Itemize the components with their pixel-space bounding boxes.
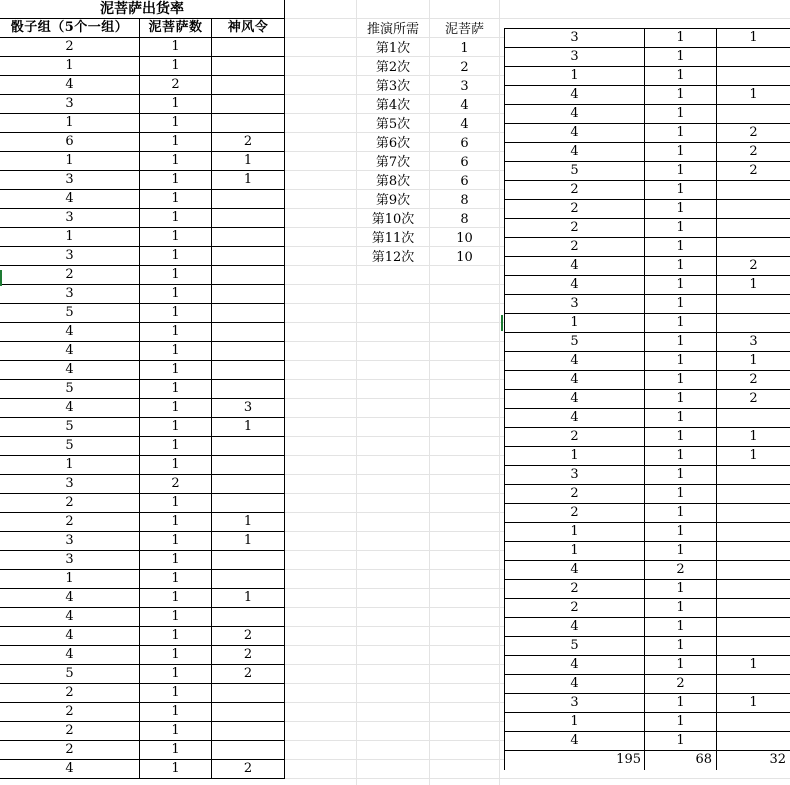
table-cell[interactable]: 1 — [645, 542, 717, 561]
table-cell[interactable]: 1 — [717, 352, 790, 371]
table-cell[interactable] — [717, 732, 790, 751]
table-cell[interactable] — [717, 48, 790, 67]
table-cell[interactable]: 4 — [505, 143, 645, 162]
table-cell[interactable]: 4 — [505, 409, 645, 428]
table-cell[interactable] — [212, 190, 285, 209]
table-cell[interactable]: 4 — [505, 656, 645, 675]
table-cell[interactable]: 1 — [212, 418, 285, 437]
table-cell[interactable]: 1 — [505, 542, 645, 561]
table-cell[interactable]: 1 — [212, 532, 285, 551]
table-cell[interactable] — [212, 703, 285, 722]
table-cell[interactable] — [717, 238, 790, 257]
table-cell[interactable] — [717, 409, 790, 428]
table-cell[interactable]: 1 — [645, 523, 717, 542]
table-cell[interactable]: 1 — [140, 95, 212, 114]
table-cell[interactable]: 4 — [505, 390, 645, 409]
table-cell[interactable]: 2 — [505, 485, 645, 504]
table-cell[interactable]: 4 — [505, 371, 645, 390]
table-cell[interactable]: 3 — [212, 399, 285, 418]
table-cell[interactable]: 3 — [505, 694, 645, 713]
table-cell[interactable]: 1 — [645, 276, 717, 295]
table-cell[interactable]: 1 — [645, 428, 717, 447]
table-cell[interactable]: 1 — [140, 418, 212, 437]
table-cell[interactable]: 1 — [140, 57, 212, 76]
table-cell[interactable] — [212, 209, 285, 228]
table-cell[interactable]: 1 — [717, 276, 790, 295]
table-cell[interactable]: 1 — [140, 589, 212, 608]
table-cell[interactable]: 10 — [456, 250, 473, 265]
table-cell[interactable]: 1 — [645, 390, 717, 409]
table-cell[interactable]: 1 — [140, 190, 212, 209]
table-cell[interactable]: 1 — [0, 456, 140, 475]
table-cell[interactable]: 2 — [0, 513, 140, 532]
table-cell[interactable]: 1 — [140, 684, 212, 703]
table-cell[interactable]: 1 — [140, 133, 212, 152]
table-cell[interactable]: 1 — [645, 656, 717, 675]
table-cell[interactable]: 1 — [140, 570, 212, 589]
table-cell[interactable]: 6 — [460, 136, 469, 151]
table-cell[interactable]: 4 — [505, 561, 645, 580]
table-cell[interactable]: 1 — [140, 722, 212, 741]
table-cell[interactable]: 4 — [0, 323, 140, 342]
table-cell[interactable]: 1 — [645, 466, 717, 485]
table-cell[interactable]: 2 — [0, 741, 140, 760]
total-cell[interactable]: 195 — [505, 751, 645, 770]
table-cell[interactable]: 1 — [645, 485, 717, 504]
table-cell[interactable]: 1 — [645, 29, 717, 48]
table-cell[interactable]: 1 — [140, 532, 212, 551]
table-cell[interactable]: 1 — [460, 41, 469, 56]
deduction-requirement-table — [357, 21, 500, 268]
table-cell[interactable]: 1 — [645, 713, 717, 732]
table-cell[interactable]: 1 — [645, 219, 717, 238]
table-cell[interactable]: 6 — [460, 155, 469, 170]
table-cell[interactable]: 5 — [0, 665, 140, 684]
table-cell[interactable]: 1 — [140, 209, 212, 228]
table-cell[interactable]: 2 — [717, 257, 790, 276]
table-cell[interactable]: 1 — [645, 618, 717, 637]
table-cell[interactable]: 2 — [505, 200, 645, 219]
table-cell[interactable]: 5 — [0, 304, 140, 323]
table-cell[interactable] — [212, 684, 285, 703]
table-cell[interactable]: 3 — [0, 171, 140, 190]
total-cell[interactable]: 32 — [717, 751, 790, 770]
table-cell[interactable] — [212, 361, 285, 380]
table-cell[interactable]: 1 — [645, 504, 717, 523]
table-cell[interactable]: 1 — [140, 551, 212, 570]
drop-rate-table-continued — [504, 28, 790, 770]
table-cell[interactable]: 3 — [0, 209, 140, 228]
table-cell[interactable]: 2 — [645, 675, 717, 694]
table-cell[interactable]: 4 — [0, 760, 140, 779]
column-header[interactable]: 泥菩萨数 — [140, 19, 212, 38]
total-cell[interactable]: 68 — [645, 751, 717, 770]
table-cell[interactable]: 1 — [645, 295, 717, 314]
table-cell[interactable]: 1 — [645, 732, 717, 751]
table-cell[interactable]: 5 — [505, 637, 645, 656]
table-cell[interactable]: 第8次 — [375, 174, 411, 189]
column-header[interactable]: 神风令 — [212, 19, 285, 38]
table-cell[interactable]: 1 — [645, 124, 717, 143]
table-cell[interactable]: 2 — [717, 371, 790, 390]
table-cell[interactable]: 1 — [645, 599, 717, 618]
table-cell[interactable]: 1 — [140, 228, 212, 247]
table-cell[interactable] — [212, 95, 285, 114]
table-cell[interactable]: 4 — [0, 342, 140, 361]
table-cell[interactable]: 1 — [140, 114, 212, 133]
table-cell[interactable]: 1 — [645, 238, 717, 257]
table-cell[interactable] — [212, 570, 285, 589]
table-cell[interactable] — [212, 741, 285, 760]
table-cell[interactable] — [717, 105, 790, 124]
table-cell[interactable]: 3 — [460, 79, 469, 94]
table-cell[interactable]: 1 — [645, 181, 717, 200]
table-cell[interactable]: 1 — [505, 713, 645, 732]
table-cell[interactable]: 6 — [0, 133, 140, 152]
table-cell[interactable] — [717, 466, 790, 485]
table-cell[interactable]: 4 — [0, 646, 140, 665]
table-cell[interactable]: 1 — [140, 608, 212, 627]
table-cell[interactable] — [212, 38, 285, 57]
table-cell[interactable]: 2 — [505, 238, 645, 257]
table-cell[interactable]: 5 — [505, 333, 645, 352]
table-cell[interactable]: 2 — [0, 722, 140, 741]
table-cell[interactable] — [717, 295, 790, 314]
table-cell[interactable]: 1 — [212, 152, 285, 171]
table-cell[interactable]: 3 — [505, 29, 645, 48]
table-cell[interactable]: 8 — [460, 212, 469, 227]
table-cell[interactable]: 1 — [645, 333, 717, 352]
table-cell[interactable] — [212, 76, 285, 95]
table-cell[interactable] — [717, 485, 790, 504]
column-header[interactable]: 骰子组（5个一组） — [0, 19, 140, 38]
table-cell[interactable]: 2 — [717, 124, 790, 143]
table-cell[interactable]: 3 — [505, 295, 645, 314]
table-cell[interactable] — [212, 247, 285, 266]
table-cell[interactable]: 1 — [645, 447, 717, 466]
table-cell[interactable]: 1 — [140, 665, 212, 684]
table-cell[interactable]: 2 — [212, 627, 285, 646]
table-cell[interactable]: 1 — [717, 656, 790, 675]
table-cell[interactable]: 1 — [717, 86, 790, 105]
table-cell[interactable]: 4 — [505, 675, 645, 694]
table-cell[interactable]: 2 — [505, 504, 645, 523]
table-cell[interactable] — [717, 504, 790, 523]
table-cell[interactable]: 1 — [645, 86, 717, 105]
table-cell[interactable]: 3 — [505, 48, 645, 67]
table-cell[interactable]: 1 — [140, 285, 212, 304]
table-cell[interactable]: 5 — [505, 162, 645, 181]
table-cell[interactable]: 4 — [505, 618, 645, 637]
drop-rate-table — [0, 0, 285, 779]
table-cell[interactable]: 1 — [140, 266, 212, 285]
table-cell[interactable] — [212, 380, 285, 399]
table-cell[interactable]: 1 — [717, 428, 790, 447]
table-cell[interactable]: 1 — [140, 741, 212, 760]
table-cell[interactable]: 1 — [505, 314, 645, 333]
table-cell[interactable]: 2 — [140, 76, 212, 95]
table-cell[interactable]: 2 — [0, 494, 140, 513]
table-cell[interactable]: 1 — [212, 513, 285, 532]
table-cell[interactable]: 4 — [0, 399, 140, 418]
table-cell[interactable] — [212, 608, 285, 627]
table-cell[interactable]: 2 — [505, 580, 645, 599]
table-cell[interactable] — [717, 713, 790, 732]
table-cell[interactable] — [717, 219, 790, 238]
table-cell[interactable]: 1 — [717, 447, 790, 466]
table-cell[interactable]: 4 — [0, 608, 140, 627]
table-cell[interactable]: 8 — [460, 193, 469, 208]
table-cell[interactable]: 1 — [0, 114, 140, 133]
table-cell[interactable]: 1 — [0, 570, 140, 589]
table-cell[interactable]: 第1次 — [375, 41, 411, 56]
table-cell[interactable]: 第9次 — [375, 193, 411, 208]
table-cell[interactable]: 2 — [460, 60, 469, 75]
table-cell[interactable]: 2 — [212, 133, 285, 152]
table-cell[interactable] — [212, 722, 285, 741]
table-cell[interactable]: 1 — [0, 228, 140, 247]
table-cell[interactable]: 2 — [212, 760, 285, 779]
table-cell[interactable]: 1 — [645, 200, 717, 219]
table-cell[interactable]: 第12次 — [371, 250, 415, 265]
table-cell[interactable]: 1 — [505, 447, 645, 466]
table-cell[interactable] — [212, 114, 285, 133]
table-cell[interactable]: 6 — [460, 174, 469, 189]
table-cell[interactable] — [717, 200, 790, 219]
table-cell[interactable]: 2 — [0, 703, 140, 722]
table-cell[interactable]: 4 — [505, 105, 645, 124]
table-cell[interactable]: 1 — [717, 694, 790, 713]
table-cell[interactable]: 1 — [645, 314, 717, 333]
table-cell[interactable]: 1 — [140, 437, 212, 456]
active-cell-marker — [501, 315, 503, 331]
table-cell[interactable]: 4 — [505, 732, 645, 751]
table-cell[interactable]: 1 — [140, 760, 212, 779]
table-cell[interactable]: 4 — [505, 86, 645, 105]
table-cell[interactable]: 1 — [645, 67, 717, 86]
table-cell[interactable]: 1 — [140, 627, 212, 646]
table-cell[interactable]: 1 — [717, 29, 790, 48]
table-cell[interactable] — [717, 561, 790, 580]
table-cell[interactable]: 1 — [645, 580, 717, 599]
table-cell[interactable] — [717, 599, 790, 618]
table-cell[interactable] — [212, 437, 285, 456]
table-cell[interactable]: 1 — [140, 247, 212, 266]
table-cell[interactable]: 1 — [140, 513, 212, 532]
table-cell[interactable]: 2 — [505, 428, 645, 447]
table-cell[interactable]: 1 — [140, 152, 212, 171]
table-cell[interactable] — [717, 637, 790, 656]
table-cell[interactable]: 1 — [212, 171, 285, 190]
table-cell[interactable] — [212, 323, 285, 342]
active-cell-marker — [0, 270, 2, 286]
table-cell[interactable]: 第4次 — [375, 98, 411, 113]
table-cell[interactable]: 1 — [0, 152, 140, 171]
table-cell[interactable]: 10 — [456, 231, 473, 246]
table-cell[interactable]: 2 — [212, 665, 285, 684]
table-cell[interactable]: 1 — [645, 105, 717, 124]
table-cell[interactable] — [212, 342, 285, 361]
table-cell[interactable]: 2 — [505, 219, 645, 238]
table-cell[interactable]: 1 — [645, 352, 717, 371]
table-title[interactable]: 泥菩萨出货率 — [0, 0, 285, 19]
table-cell[interactable]: 1 — [0, 57, 140, 76]
table-cell[interactable] — [717, 542, 790, 561]
table-cell[interactable]: 4 — [0, 589, 140, 608]
table-cell[interactable]: 1 — [140, 342, 212, 361]
table-cell[interactable]: 2 — [0, 38, 140, 57]
table-cell[interactable] — [717, 67, 790, 86]
table-cell[interactable] — [717, 675, 790, 694]
table-cell[interactable]: 3 — [0, 475, 140, 494]
table-cell[interactable] — [212, 456, 285, 475]
table-cell[interactable]: 5 — [0, 418, 140, 437]
table-cell[interactable]: 4 — [460, 98, 469, 113]
table-cell[interactable] — [212, 57, 285, 76]
table-cell[interactable]: 第2次 — [375, 60, 411, 75]
table-cell[interactable]: 4 — [505, 352, 645, 371]
table-cell[interactable]: 5 — [0, 380, 140, 399]
table-cell[interactable]: 第3次 — [375, 79, 411, 94]
table-cell[interactable]: 1 — [140, 171, 212, 190]
table-cell[interactable]: 3 — [0, 551, 140, 570]
table-cell[interactable]: 4 — [505, 276, 645, 295]
table-cell[interactable]: 1 — [645, 371, 717, 390]
table-cell[interactable]: 3 — [717, 333, 790, 352]
table-cell[interactable]: 第11次 — [371, 231, 415, 246]
table-cell[interactable]: 4 — [0, 76, 140, 95]
table-cell[interactable]: 1 — [645, 694, 717, 713]
table-cell[interactable]: 第6次 — [375, 136, 411, 151]
table-cell[interactable] — [212, 285, 285, 304]
table-cell[interactable]: 2 — [717, 162, 790, 181]
table-cell[interactable]: 1 — [140, 494, 212, 513]
table-cell[interactable]: 4 — [0, 190, 140, 209]
table-cell[interactable]: 2 — [505, 181, 645, 200]
column-header[interactable]: 推演所需 — [366, 22, 419, 37]
table-cell[interactable] — [717, 618, 790, 637]
table-cell[interactable]: 1 — [140, 703, 212, 722]
table-cell[interactable] — [717, 314, 790, 333]
table-cell[interactable]: 1 — [140, 304, 212, 323]
table-cell[interactable]: 第10次 — [371, 212, 415, 227]
table-cell[interactable]: 1 — [140, 38, 212, 57]
column-header[interactable]: 泥菩萨 — [444, 22, 484, 37]
table-cell[interactable]: 1 — [140, 323, 212, 342]
table-cell[interactable]: 1 — [645, 257, 717, 276]
table-cell[interactable]: 2 — [717, 390, 790, 409]
table-cell[interactable]: 2 — [505, 599, 645, 618]
table-cell[interactable]: 3 — [0, 532, 140, 551]
table-cell[interactable]: 4 — [505, 124, 645, 143]
table-cell[interactable]: 4 — [460, 117, 469, 132]
table-cell[interactable] — [717, 181, 790, 200]
table-cell[interactable]: 2 — [645, 561, 717, 580]
table-cell[interactable]: 1 — [140, 646, 212, 665]
table-cell[interactable]: 1 — [505, 523, 645, 542]
table-cell[interactable]: 2 — [140, 475, 212, 494]
table-cell[interactable]: 1 — [140, 380, 212, 399]
table-cell[interactable]: 4 — [505, 257, 645, 276]
table-cell[interactable]: 3 — [0, 285, 140, 304]
table-cell[interactable]: 4 — [0, 361, 140, 380]
table-cell[interactable] — [212, 266, 285, 285]
table-cell[interactable]: 第7次 — [375, 155, 411, 170]
table-cell[interactable] — [212, 494, 285, 513]
table-cell[interactable]: 2 — [0, 266, 140, 285]
table-cell[interactable]: 2 — [717, 143, 790, 162]
table-cell[interactable]: 5 — [0, 437, 140, 456]
table-cell[interactable]: 第5次 — [375, 117, 411, 132]
table-cell[interactable] — [212, 475, 285, 494]
table-cell[interactable]: 1 — [212, 589, 285, 608]
table-cell[interactable] — [717, 523, 790, 542]
table-cell[interactable] — [212, 551, 285, 570]
table-cell[interactable]: 1 — [645, 162, 717, 181]
table-cell[interactable]: 1 — [140, 456, 212, 475]
table-cell[interactable]: 1 — [645, 48, 717, 67]
table-cell[interactable] — [212, 228, 285, 247]
table-cell[interactable]: 1 — [645, 409, 717, 428]
table-cell[interactable]: 3 — [0, 95, 140, 114]
table-cell[interactable]: 1 — [645, 143, 717, 162]
table-cell[interactable]: 2 — [212, 646, 285, 665]
table-cell[interactable] — [212, 304, 285, 323]
table-cell[interactable]: 4 — [0, 627, 140, 646]
table-cell[interactable]: 1 — [645, 637, 717, 656]
table-cell[interactable]: 1 — [140, 361, 212, 380]
table-cell[interactable]: 3 — [0, 247, 140, 266]
table-cell[interactable]: 3 — [505, 466, 645, 485]
table-cell[interactable] — [717, 580, 790, 599]
table-cell[interactable]: 1 — [505, 67, 645, 86]
table-cell[interactable]: 1 — [140, 399, 212, 418]
table-cell[interactable]: 2 — [0, 684, 140, 703]
